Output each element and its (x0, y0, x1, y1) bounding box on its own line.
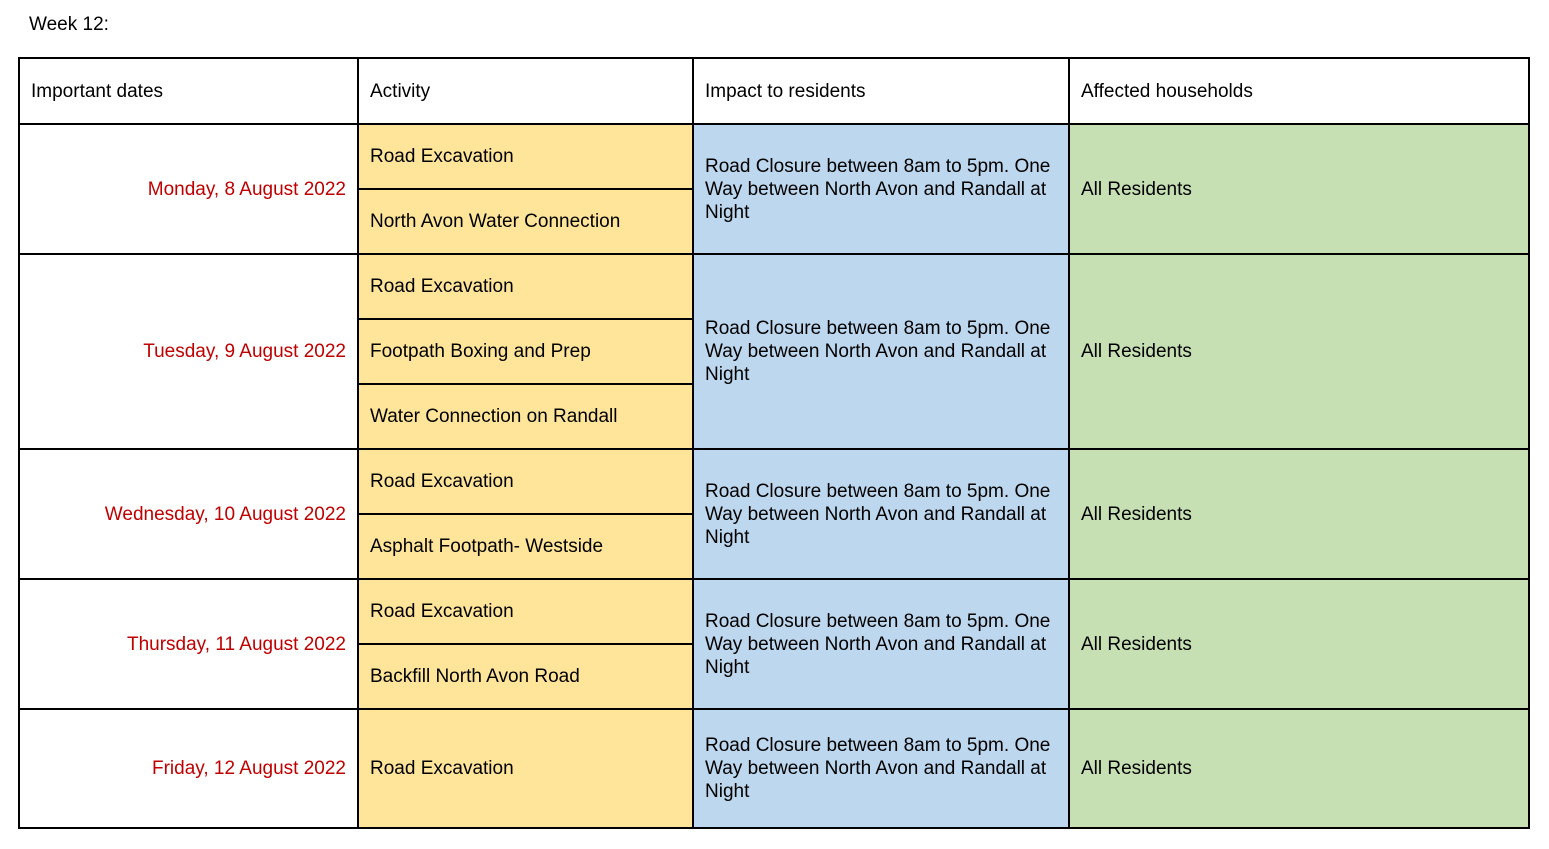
table-row (19, 449, 1529, 514)
activity-cell: Road Excavation (358, 124, 693, 189)
activity-cell: Road Excavation (358, 709, 693, 828)
activity-cell: Asphalt Footpath- Westside (358, 514, 693, 579)
activity-cell: Road Excavation (358, 579, 693, 644)
date-cell (19, 449, 358, 579)
date-text: Tuesday, 9 August 2022 (143, 341, 346, 362)
header-row (19, 58, 1529, 124)
impact-cell: Road Closure between 8am to 5pm. One Way between North Avon and Randall at Night (693, 254, 1069, 449)
activity-cell: Backfill North Avon Road (358, 644, 693, 709)
date-cell (19, 579, 358, 709)
week-title: Week 12: (29, 14, 109, 35)
header-affected-households: Affected households (1069, 58, 1529, 124)
activity-cell: Water Connection on Randall (358, 384, 693, 449)
schedule-table (18, 57, 1530, 829)
date-text: Thursday, 11 August 2022 (126, 633, 346, 655)
impact-cell: Road Closure between 8am to 5pm. One Way between North Avon and Randall at Night (693, 449, 1069, 579)
date-cell (19, 709, 358, 828)
households-cell: All Residents (1069, 709, 1529, 828)
header-impact: Impact to residents (693, 58, 1069, 124)
header-activity: Activity (358, 58, 693, 124)
activity-cell: Footpath Boxing and Prep (358, 319, 693, 384)
date-text: Wednesday, 10 August 2022 (104, 503, 346, 525)
schedule-body (19, 124, 1529, 828)
table-row (19, 579, 1529, 644)
households-cell: All Residents (1069, 579, 1529, 709)
header-important-dates: Important dates (19, 58, 358, 124)
households-cell: All Residents (1069, 449, 1529, 579)
date-cell (19, 254, 358, 449)
impact-cell: Road Closure between 8am to 5pm. One Way between North Avon and Randall at Night (693, 709, 1069, 828)
activity-cell: Road Excavation (358, 254, 693, 319)
table-row (19, 124, 1529, 189)
date-text: Monday, 8 August 2022 (147, 178, 346, 200)
activity-cell: Road Excavation (358, 449, 693, 514)
table-row (19, 709, 1529, 828)
date-cell (19, 124, 358, 254)
impact-cell: Road Closure between 8am to 5pm. One Way between North Avon and Randall at Night (693, 124, 1069, 254)
households-cell: All Residents (1069, 124, 1529, 254)
households-cell: All Residents (1069, 254, 1529, 449)
activity-cell: North Avon Water Connection (358, 189, 693, 254)
impact-cell: Road Closure between 8am to 5pm. One Way between North Avon and Randall at Night (693, 579, 1069, 709)
date-text: Friday, 12 August 2022 (152, 758, 346, 779)
table-row (19, 254, 1529, 319)
